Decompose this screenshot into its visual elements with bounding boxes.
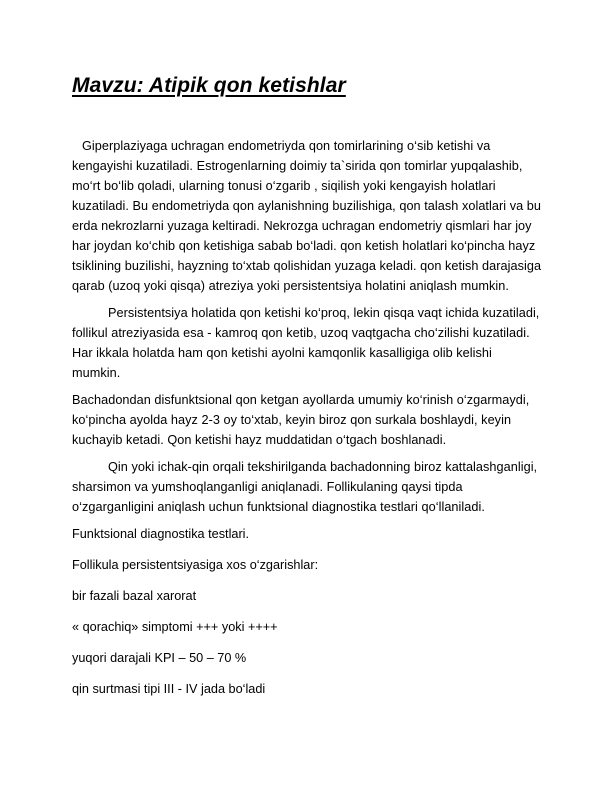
paragraph-persistence: Persistentsiya holatida qon ketishi ko‘proq, lekin qisqa vaqt ichida kuzatiladi, follikul atreziyasida esa - kamroq qon ketib, uzoq vaqtgacha cho‘zilishi kuzatiladi. Har ikkala holatda ham qon ketishi ayolni kamqonlik kasalligiga olib kelishi mumkin. xyxy=(72,306,540,380)
document-title: Mavzu: Atipik qon ketishlar xyxy=(72,74,346,97)
paragraph-hyperplasia: Giperplaziyaga uchragan endometriyda qon tomirlarining o‘sib ketishi va kengayishi kuzatiladi. Estrogenlarning doimiy ta`sirida qon tomirlar yupqalashib, mo‘rt bo‘lib qoladi, ularning tonusi o‘zgarib , siqilish yoki kengayish holatlari kuzatiladi. Bu endometriyda qon aylanishning buzilishiga, qon talash xolatlari va bu erda nekrozlarni yuzaga keltiradi. Nekrozga uchragan endometriy qismlari har joy har joydan ko‘chib qon ketishiga sabab bo‘ladi. qon ketish holatlari ko‘pincha hayz tsiklining buzilishi, hayzning to‘xtab qolishidan yuzaga keladi. qon ketish darajasiga qarab (uzoq yoki qisqa) atreziya yoki persistentsiya holatini aniqlash mumkin. xyxy=(72,139,542,293)
line-basal-temperature: bir fazali bazal xarorat xyxy=(72,589,197,603)
document-body xyxy=(72,136,542,710)
line-diagnostic-tests: Funktsional diagnostika testlari. xyxy=(72,527,250,541)
line-persistence-changes: Follikula persistentsiyasiga xos o‘zgarishlar: xyxy=(72,558,319,572)
line-smear-type: qin surtmasi tipi III - IV jada bo‘ladi xyxy=(72,682,266,696)
paragraph-dysfunctional-bleeding: Bachadondan disfunktsional qon ketgan ayollarda umumiy ko‘rinish o‘zgarmaydi, ko‘pincha ayolda hayz 2-3 oy to‘xtab, keyin biroz qon surkala boshlaydi, keyin kuchayib ketadi. Qon ketishi hayz muddatidan o‘tgach boshlanadi. xyxy=(72,393,530,447)
line-kpi: yuqori darajali KPI – 50 – 70 % xyxy=(72,651,247,665)
paragraph-examination: Qin yoki ichak-qin orqali tekshirilganda bachadonning biroz kattalashganligi, sharsimon va yumshoqlanganligi aniqlanadi. Follikulaning qaysi tipda o‘zgarganligini aniqlash uchun funktsional diagnostika testlari qo‘llaniladi. xyxy=(72,460,538,514)
line-pupil-symptom: « qorachiq» simptomi +++ yoki ++++ xyxy=(72,620,278,634)
